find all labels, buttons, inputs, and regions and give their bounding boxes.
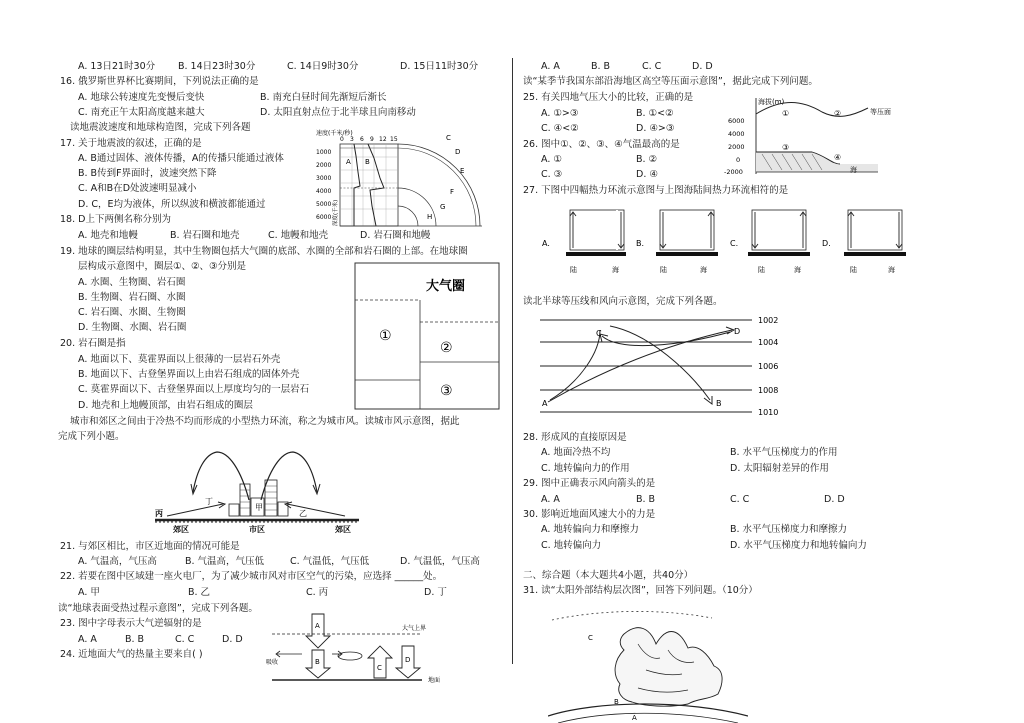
q24-stem: 24. 近地面大气的热量主要来自( ) <box>60 649 203 660</box>
q30-option-a: A. 地转偏向力和摩擦力 <box>541 524 639 535</box>
seismic-depth-3000: 3000 <box>316 175 332 182</box>
q25-option-c: C. ④<② <box>541 123 579 134</box>
q29-option-a: A. A <box>541 494 560 505</box>
seismic-label-d: D <box>455 148 461 156</box>
seismic-tick-0: 0 <box>340 136 344 143</box>
q26-option-b: B. ② <box>636 154 658 165</box>
q29-option-b: B. B <box>636 494 656 505</box>
q26-option-d: D. ④ <box>636 169 658 180</box>
intro-city-wind-line2: 完成下列小题。 <box>58 431 125 442</box>
q25-option-b: B. ①<② <box>636 108 674 119</box>
heating-process-figure <box>262 610 462 686</box>
heat-label-absorb: 吸收 <box>266 659 279 666</box>
q23-option-c: C. C <box>175 634 195 645</box>
wind-arrow-a: A <box>542 399 548 408</box>
q16-option-b: B. 南充白昼时间先渐短后渐长 <box>260 92 387 103</box>
seismic-tick-9: 9 <box>370 136 374 143</box>
column-divider <box>512 58 513 664</box>
circulation-label-b: B. <box>636 239 645 248</box>
q23-stem: 23. 图中字母表示大气逆辐射的是 <box>60 618 202 629</box>
q21-option-b: B. 气温高，气压低 <box>185 556 265 567</box>
q28-option-b: B. 水平气压梯度力的作用 <box>730 447 838 458</box>
q17-stem: 17. 关于地震波的叙述，正确的是 <box>60 138 202 149</box>
q30-stem: 30. 影响近地面风速大小的力是 <box>523 509 656 520</box>
circulation-a-sea: 海 <box>612 266 619 274</box>
intro-seismic: 读地震波速度和地球构造图，完成下列各题 <box>70 122 251 133</box>
iso-y-minus-2000: -2000 <box>724 168 743 176</box>
q19-option-d: D. 生物圈、水圈、岩石圈 <box>78 322 187 333</box>
seismic-label-a: A <box>346 158 351 166</box>
q16-option-d: D. 太阳直射点位于北半球且向南移动 <box>260 107 416 118</box>
isobar-1006: 1006 <box>758 362 779 371</box>
seismic-depth-6000: 6000 <box>316 214 332 221</box>
iso-surface-label: 等压面 <box>870 108 891 116</box>
circulation-b-sea: 海 <box>700 266 707 274</box>
isobar-1010: 1010 <box>758 408 779 417</box>
solar-label-b: B <box>614 698 619 706</box>
heat-label-top: 大气上界 <box>402 625 427 632</box>
q25-option-a: A. ①>③ <box>541 108 579 119</box>
iso-point-4: ④ <box>834 153 842 162</box>
city-label-suburb-right: 郊区 <box>335 525 351 534</box>
seismic-tick-6: 6 <box>360 136 364 143</box>
solar-label-c: C <box>588 634 593 642</box>
q20-option-d: D. 地壳和上地幔顶部，由岩石组成的圈层 <box>78 400 253 411</box>
q18-stem: 18. D上下两侧名称分别为 <box>60 214 171 225</box>
seismic-label-g: G <box>440 203 446 211</box>
q17-option-b: B. B传到F界面时，波速突然下降 <box>78 168 217 179</box>
circulation-c-sea: 海 <box>794 266 801 274</box>
q18-option-b: B. 岩石圈和地壳 <box>170 230 240 241</box>
circulation-option-d <box>822 210 906 274</box>
seismic-depth-5000: 5000 <box>316 201 332 208</box>
iso-y-0: 0 <box>736 156 741 164</box>
q28-option-c: C. 地转偏向力的作用 <box>541 463 630 474</box>
q15-option-b: B. 14日23时30分 <box>178 61 256 72</box>
q24-option-c: C. C <box>642 61 662 72</box>
iso-point-3: ③ <box>782 143 790 152</box>
q15-option-d: D. 15日11时30分 <box>400 61 479 72</box>
q17-option-a: A. B通过固体、液体传播，A的传播只能通过液体 <box>78 153 284 164</box>
q17-option-c: C. A和B在D处波速明显减小 <box>78 183 197 194</box>
wind-arrow-b: B <box>716 399 722 408</box>
q29-stem: 29. 图中正确表示风向箭头的是 <box>523 478 656 489</box>
q17-option-d: D. C，E均为液体，所以纵波和横波都能通过 <box>78 199 266 210</box>
q28-stem: 28. 形成风的直接原因是 <box>523 432 627 443</box>
circulation-a-land: 陆 <box>570 266 577 274</box>
q24-option-a: A. A <box>541 61 560 72</box>
seismic-depth-4000: 4000 <box>316 188 332 195</box>
q23-option-a: A. A <box>78 634 97 645</box>
q19-option-b: B. 生物圈、岩石圈、水圈 <box>78 292 186 303</box>
sphere-label-2: ② <box>440 340 453 356</box>
heat-label-ground: 地面 <box>428 677 441 684</box>
isobar-1002: 1002 <box>758 316 779 325</box>
circulation-option-c <box>730 210 810 274</box>
heat-arrow-b: B <box>315 658 320 666</box>
sphere-label-3: ③ <box>440 383 453 399</box>
circulation-label-a: A. <box>542 239 550 248</box>
q30-option-d: D. 水平气压梯度力和地转偏向力 <box>730 540 867 551</box>
iso-sea-label: 海 <box>850 166 857 174</box>
seismic-tick-15: 15 <box>390 136 398 143</box>
city-label-suburb-left: 郊区 <box>173 525 189 534</box>
q22-option-b: B. 乙 <box>188 587 211 598</box>
seismic-axis-title: 速度(千米/秒) <box>316 130 353 137</box>
seismic-label-b: B <box>365 158 370 166</box>
q18-option-c: C. 地幔和地壳 <box>268 230 329 241</box>
q20-option-a: A. 地面以下、莫霍界面以上很薄的一层岩石外壳 <box>78 354 281 365</box>
solar-label-a: A <box>632 714 637 722</box>
iso-point-2: ② <box>834 109 842 118</box>
q31-stem: 31. 读“太阳外部结构层次图”，回答下列问题。（10分） <box>523 585 758 596</box>
q16-option-c: C. 南充正午太阳高度越来越大 <box>78 107 205 118</box>
iso-y-6000: 6000 <box>728 117 745 125</box>
iso-y-2000: 2000 <box>728 143 745 151</box>
city-label-jia: 甲 <box>255 503 263 512</box>
seismic-depth-2000: 2000 <box>316 162 332 169</box>
circulation-option-b <box>636 210 718 274</box>
iso-axis-label: 海拔(m) <box>758 98 785 106</box>
solar-atmosphere-figure <box>548 604 748 723</box>
circulation-label-d: D. <box>822 239 831 248</box>
q19-option-a: A. 水圈、生物圈、岩石圈 <box>78 277 186 288</box>
circulation-label-c: C. <box>730 239 739 248</box>
seismic-label-h: H <box>427 213 433 221</box>
intro-heat: 读“地球表面受热过程示意图”，完成下列各题。 <box>58 603 258 614</box>
q21-option-d: D. 气温低，气压高 <box>400 556 480 567</box>
seismic-label-e: E <box>460 167 465 175</box>
q24-option-d: D. D <box>692 61 713 72</box>
sphere-label-1: ① <box>379 328 392 344</box>
q28-option-a: A. 地面冷热不均 <box>541 447 611 458</box>
q18-option-d: D. 岩石圈和地幔 <box>360 230 431 241</box>
circulation-d-sea: 海 <box>888 266 895 274</box>
iso-point-1: ① <box>782 109 790 118</box>
q22-option-d: D. 丁 <box>424 587 447 598</box>
heat-arrow-d: D <box>405 656 411 664</box>
seismic-label-f: F <box>450 188 455 196</box>
circulation-c-land: 陆 <box>758 266 765 274</box>
seismic-tick-12: 12 <box>379 136 387 143</box>
circulation-d-land: 陆 <box>850 266 857 274</box>
q15-option-a: A. 13日21时30分 <box>78 61 156 72</box>
q21-option-a: A. 气温高，气压高 <box>78 556 157 567</box>
q25-option-d: D. ④>③ <box>636 123 675 134</box>
q20-option-c: C. 莫霍界面以下、古登堡界面以上厚度均匀的一层岩石 <box>78 384 310 395</box>
seismic-label-c: C <box>446 134 451 142</box>
isobar-1008: 1008 <box>758 386 779 395</box>
q19-option-c: C. 岩石圈、水圈、生物圈 <box>78 307 186 318</box>
q15-option-c: C. 14日9时30分 <box>287 61 359 72</box>
heat-arrow-a: A <box>315 622 320 630</box>
seismic-wave-figure <box>310 126 500 230</box>
section-2-heading: 二、综合题（本大题共4小题，共40分） <box>523 570 694 581</box>
q19-stem-line2: 层构成示意图中，圈层①、②、③分别是 <box>78 261 247 272</box>
q21-stem: 21. 与郊区相比，市区近地面的情况可能是 <box>60 541 240 552</box>
city-label-bing: 丙 <box>155 509 163 518</box>
q21-option-c: C. 气温低，气压低 <box>290 556 370 567</box>
q19-stem-line1: 19. 地球的圈层结构明显，其中生物圈包括大气圈的底部、水圈的全部和岩石圈的上部。在地球圈 <box>60 246 468 257</box>
q23-option-d: D. D <box>222 634 243 645</box>
q26-option-a: A. ① <box>541 154 562 165</box>
q20-option-b: B. 地面以下、古登堡界面以上由岩石组成的固体外壳 <box>78 369 300 380</box>
q16-option-a: A. 地球公转速度先变慢后变快 <box>78 92 205 103</box>
circulation-b-land: 陆 <box>660 266 667 274</box>
city-label-ding: 丁 <box>205 497 213 506</box>
q22-stem: 22. 若要在图中区域建一座火电厂，为了减少城市风对市区空气的污染，应选择 ______处。 <box>60 571 443 582</box>
q30-option-c: C. 地转偏向力 <box>541 540 602 551</box>
spheres-title: 大气圈 <box>426 279 466 294</box>
q22-option-a: A. 甲 <box>78 587 100 598</box>
wind-arrow-d: D <box>734 327 741 336</box>
heat-arrow-c: C <box>377 664 382 672</box>
iso-y-4000: 4000 <box>728 130 745 138</box>
q23-option-b: B. B <box>125 634 145 645</box>
q29-option-c: C. C <box>730 494 750 505</box>
thermal-circulation-options <box>530 200 910 286</box>
city-wind-figure <box>145 440 370 536</box>
isobar-1004: 1004 <box>758 338 779 347</box>
city-label-yi: 乙 <box>299 509 307 518</box>
seismic-tick-3: 3 <box>350 136 354 143</box>
q16-stem: 16. 俄罗斯世界杯比赛期间，下列说法正确的是 <box>60 76 259 87</box>
q26-option-c: C. ③ <box>541 169 563 180</box>
intro-wind: 读北半球等压线和风向示意图，完成下列各题。 <box>523 296 723 307</box>
isobaric-surface-figure <box>722 94 902 178</box>
q25-stem: 25. 有关四地气压大小的比较，正确的是 <box>523 92 694 103</box>
intro-city-wind-line1: 城市和郊区之间由于冷热不均而形成的小型热力环流，称之为城市风。读城市风示意图，据此 <box>70 416 460 427</box>
q26-stem: 26. 图中①、②、③、④气温最高的是 <box>523 139 680 150</box>
q22-option-c: C. 丙 <box>306 587 329 598</box>
q24-option-b: B. B <box>591 61 611 72</box>
seismic-depth-label: 深度(千米) <box>333 199 339 226</box>
city-label-urban: 市区 <box>249 525 265 534</box>
q29-option-d: D. D <box>824 494 845 505</box>
wind-arrow-c: C <box>596 329 602 338</box>
isobar-wind-figure <box>540 312 790 424</box>
q27-stem: 27. 下图中四幅热力环流示意图与上图海陆间热力环流相符的是 <box>523 185 789 196</box>
circulation-option-a <box>542 210 626 274</box>
earth-spheres-figure <box>354 262 500 410</box>
seismic-depth-1000: 1000 <box>316 149 332 156</box>
q20-stem: 20. 岩石圈是指 <box>60 338 126 349</box>
q18-option-a: A. 地壳和地幔 <box>78 230 138 241</box>
intro-isobar: 读“某季节我国东部沿海地区高空等压面示意图”，据此完成下列问题。 <box>523 76 818 87</box>
q30-option-b: B. 水平气压梯度力和摩擦力 <box>730 524 848 535</box>
q28-option-d: D. 太阳辐射差异的作用 <box>730 463 829 474</box>
